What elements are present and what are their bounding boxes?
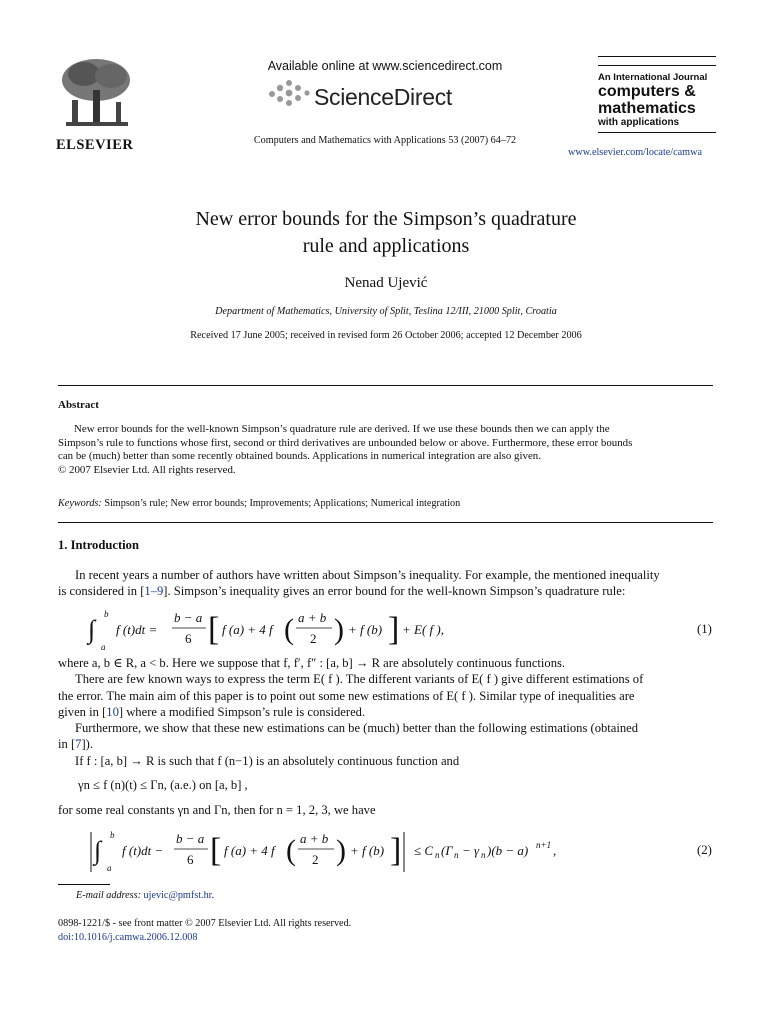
author-name: Nenad Ujević [344, 275, 428, 291]
svg-text:n+1: n+1 [536, 840, 552, 850]
svg-text:[: [ [210, 832, 222, 869]
email-period: . [211, 890, 215, 901]
intro-para2 [58, 655, 716, 769]
svg-text:n: n [454, 850, 459, 860]
svg-text:b − a: b − a [174, 610, 203, 625]
equation-1-svg [86, 608, 606, 656]
svg-text:∫: ∫ [88, 615, 96, 644]
svg-text:a: a [101, 642, 106, 652]
journal-with: with applications [598, 117, 680, 128]
email-link[interactable]: ujevic@pmfst.hr [143, 890, 212, 901]
p3-line1: Furthermore, we show that these new estimations can be (much) better than the following estimations (obtained [75, 721, 639, 736]
svg-text:+ f (b): + f (b) [350, 843, 385, 858]
abstract-line2: Simpson’s rule to functions whose first, second or third derivatives are unbounded below or above. Furthermore, these error bounds [58, 436, 633, 449]
svg-text:2: 2 [310, 631, 317, 646]
svg-text:+ E( f ),: + E( f ), [402, 622, 444, 637]
svg-text:f (a) + 4 f: f (a) + 4 f [224, 843, 275, 858]
equation-2 [86, 828, 646, 878]
journal-tag: An International Journal [598, 72, 708, 83]
svg-text:(: ( [284, 613, 294, 646]
svg-text:b: b [104, 609, 109, 619]
svg-text:n: n [481, 850, 486, 860]
elsevier-logo [56, 56, 138, 153]
svg-text:(: ( [286, 834, 296, 867]
svg-text:≤ C: ≤ C [414, 843, 434, 858]
journal-cover-box [598, 56, 716, 137]
svg-text:]: ] [390, 832, 402, 869]
footnote-rule [58, 884, 110, 885]
p3-text-b: ]). [81, 737, 93, 752]
p2-line2: the error. The main aim of this paper is to point out some new estimations of E( f ). Similar type of inequalities are [58, 688, 635, 703]
keywords [58, 498, 460, 509]
section-heading: 1. Introduction [58, 538, 139, 552]
svg-text:]: ] [388, 611, 400, 648]
journal-citation: Computers and Mathematics with Applications 53 (2007) 64–72 [253, 135, 517, 146]
abstract-body [58, 423, 716, 477]
condition-line: γn ≤ f (n)(t) ≤ Γn, (a.e.) on [a, b] , [78, 778, 248, 792]
svg-text:[: [ [208, 611, 220, 648]
svg-text:b: b [110, 830, 115, 840]
elsevier-tree-icon [56, 56, 138, 134]
p1-text-b: ]. Simpson’s inequality gives an error bound for the well-known Simpson’s quadrature rule: [163, 584, 626, 599]
equation-1-number: (1) [697, 622, 712, 636]
available-online-text: Available online at www.sciencedirect.com [267, 59, 503, 73]
ref-link-10[interactable]: 10 [106, 704, 119, 719]
svg-text:(Γ: (Γ [441, 843, 453, 858]
journal-title-line1: computers & [598, 83, 696, 100]
ref-link-1-9[interactable]: 1–9 [144, 584, 164, 599]
keywords-text: Simpson’s rule; New error bounds; Improvements; Applications; Numerical integration [104, 498, 461, 509]
paper-title-line2: rule and applications [302, 235, 470, 257]
ref-link-7[interactable]: 7 [75, 737, 82, 752]
svg-text:n: n [435, 850, 440, 860]
svg-text:f (a) + 4 f: f (a) + 4 f [222, 622, 273, 637]
svg-text:)(b − a): )(b − a) [487, 843, 529, 858]
svg-text:): ) [336, 834, 346, 867]
journal-title-line2: mathematics [598, 100, 696, 117]
keywords-label: Keywords: [58, 498, 102, 509]
rule-bottom [58, 522, 713, 523]
svg-text:2: 2 [312, 852, 319, 867]
svg-text:b − a: b − a [176, 831, 205, 846]
p1-text-a: is considered in [ [58, 584, 145, 599]
doi-link[interactable]: doi:10.1016/j.camwa.2006.12.008 [58, 932, 198, 943]
where-line: where a, b ∈ R, a < b. Here we suppose that f, f′, f″ : [a, b] → R are absolutely continuous functions. [58, 656, 566, 670]
abstract-line1: New error bounds for the well-known Simpson’s quadrature rule are derived. If we use these bounds then we can apply the [74, 423, 610, 435]
sciencedirect-dots-icon [266, 78, 316, 108]
p5-line: for some real constants γn and Γn, then for n = 1, 2, 3, we have [58, 803, 376, 817]
p2-text-b: ] where a modified Simpson’s rule is considered. [118, 704, 366, 719]
intro-para1 [58, 567, 716, 600]
rule-top [58, 385, 713, 386]
issn-line: 0898-1221/$ - see front matter © 2007 Elsevier Ltd. All rights reserved. [58, 918, 352, 929]
sciencedirect-logo [266, 78, 476, 112]
received-dates: Received 17 June 2005; received in revised form 26 October 2006; accepted 12 December 2006 [190, 330, 582, 341]
svg-text:f (t)dt −: f (t)dt − [122, 843, 164, 858]
abstract-heading: Abstract [58, 399, 99, 411]
svg-text:6: 6 [185, 631, 192, 646]
affiliation: Department of Mathematics, University of Split, Teslina 12/III, 21000 Split, Croatia [215, 306, 557, 317]
p3-line2 [58, 736, 716, 752]
svg-text:a + b: a + b [298, 610, 327, 625]
elsevier-wordmark: ELSEVIER [56, 137, 134, 153]
p1-line2 [58, 583, 716, 599]
paper-title-line1: New error bounds for the Simpson’s quadrature [195, 208, 577, 230]
svg-text:6: 6 [187, 852, 194, 867]
p2-line3 [58, 704, 716, 720]
svg-text:,: , [553, 843, 557, 858]
equation-2-svg [86, 828, 646, 878]
equation-1 [86, 608, 606, 656]
paper-title [100, 206, 672, 260]
svg-text:a + b: a + b [300, 831, 329, 846]
svg-text:): ) [334, 613, 344, 646]
email-label: E-mail address: [76, 890, 141, 901]
p4-line1: If f : [a, b] → R is such that f (n−1) is an absolutely continuous function and [75, 753, 460, 768]
p3-text-a: in [ [58, 737, 76, 752]
svg-text:∫: ∫ [94, 836, 102, 865]
equation-2-number: (2) [697, 843, 712, 857]
p2-text-a: given in [ [58, 704, 107, 719]
svg-text:f (t)dt =: f (t)dt = [116, 622, 158, 637]
abstract-line3: can be (much) better than some recently obtained bounds. Applications in numerical integration are also given. [58, 450, 541, 463]
abstract-copyright: © 2007 Elsevier Ltd. All rights reserved. [58, 463, 236, 476]
p1-line1: In recent years a number of authors have written about Simpson’s inequality. For example, the mentioned inequality [75, 568, 660, 582]
sciencedirect-wordmark: ScienceDirect [314, 84, 452, 110]
journal-url-link[interactable]: www.elsevier.com/locate/camwa [568, 147, 702, 158]
email-footnote [76, 890, 214, 901]
svg-text:a: a [107, 863, 112, 873]
p2-line1: There are few known ways to express the term E( f ). The different variants of E( f ) give different estimations of [75, 672, 644, 687]
svg-text:− γ: − γ [462, 843, 480, 858]
svg-text:+ f (b): + f (b) [348, 622, 383, 637]
